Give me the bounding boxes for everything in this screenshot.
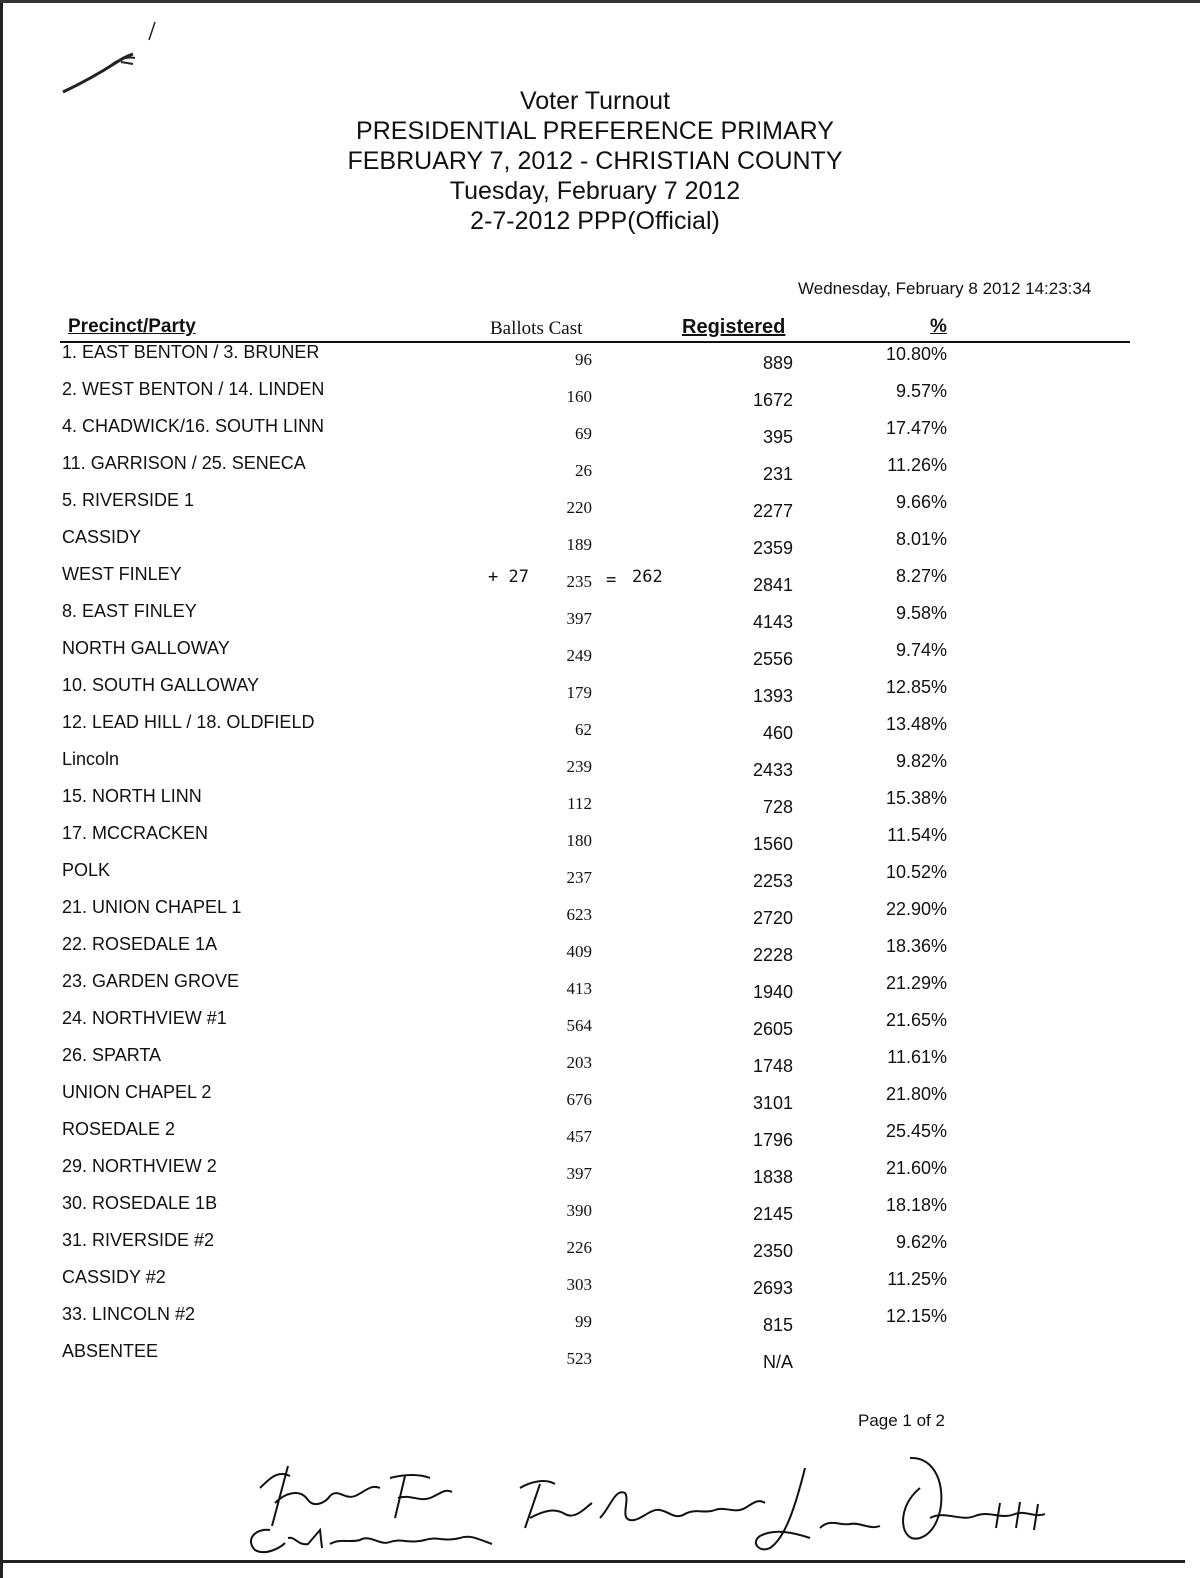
- table-row: [0, 416, 1190, 453]
- precinct-name: 24. NORTHVIEW #1: [62, 1008, 227, 1028]
- page-edge-top: [0, 0, 1200, 3]
- turnout-percent: 18.36%: [885, 936, 947, 956]
- table-row: [0, 379, 1190, 416]
- report-title: Voter Turnout: [519, 87, 671, 115]
- ballots-cast: 180: [566, 831, 592, 850]
- ballots-cast: 623: [566, 905, 592, 924]
- ballots-cast: 203: [566, 1053, 592, 1072]
- registered-count: 2350: [752, 1241, 793, 1261]
- registered-count: 2145: [752, 1204, 793, 1224]
- precinct-name: 17. MCCRACKEN: [62, 823, 209, 843]
- turnout-table: [0, 342, 1190, 1378]
- page-number: Page 1 of 2: [858, 1411, 945, 1430]
- ballots-cast: 303: [566, 1275, 592, 1294]
- precinct-name: Lincoln: [62, 749, 120, 769]
- ballots-cast: 99: [575, 1312, 592, 1331]
- registered-count: 4143: [752, 612, 793, 632]
- registered-count: 815: [762, 1315, 793, 1335]
- registered-count: 1748: [752, 1056, 793, 1076]
- ballots-cast: 96: [575, 350, 592, 369]
- registered-count: 2253: [752, 871, 793, 891]
- ballots-cast: 390: [566, 1201, 592, 1220]
- turnout-percent: 11.26%: [887, 455, 947, 475]
- precinct-name: 15. NORTH LINN: [62, 786, 202, 806]
- turnout-percent: 18.18%: [885, 1195, 947, 1215]
- registered-count: 2556: [752, 649, 793, 669]
- turnout-percent: 21.65%: [885, 1010, 947, 1030]
- ballots-cast: 564: [566, 1016, 592, 1035]
- registered-count: 2693: [752, 1278, 793, 1298]
- table-row: [0, 490, 1190, 527]
- report-timestamp: Wednesday, February 8 2012 14:23:34: [798, 279, 1092, 298]
- election-name: PRESIDENTIAL PREFERENCE PRIMARY: [356, 117, 834, 145]
- table-row: [0, 527, 1190, 564]
- precinct-name: 21. UNION CHAPEL 1: [62, 897, 242, 917]
- registered-count: 3101: [752, 1093, 793, 1113]
- precinct-name: UNION CHAPEL 2: [62, 1082, 212, 1102]
- page-edge-bottom: [0, 1560, 1185, 1563]
- turnout-percent: 15.38%: [885, 788, 947, 808]
- table-row: [0, 749, 1190, 786]
- registered-count: 2433: [752, 760, 793, 780]
- ballots-cast: 413: [566, 979, 592, 998]
- precinct-name: 4. CHADWICK/16. SOUTH LINN: [62, 416, 325, 436]
- report-header: [0, 86, 1190, 236]
- precinct-name: NORTH GALLOWAY: [62, 638, 230, 658]
- turnout-percent: 17.47%: [885, 418, 947, 438]
- precinct-name: 11. GARRISON / 25. SENECA: [62, 453, 306, 473]
- column-header-ballots: Ballots Cast: [490, 318, 583, 339]
- ballots-cast: 160: [566, 387, 592, 406]
- registered-count: N/A: [762, 1352, 793, 1372]
- table-row: [0, 823, 1190, 860]
- table-row: [0, 1341, 1190, 1378]
- precinct-name: 2. WEST BENTON / 14. LINDEN: [62, 379, 325, 399]
- turnout-percent: 21.60%: [885, 1158, 947, 1178]
- registered-count: 1393: [752, 686, 793, 706]
- ballots-cast: 62: [575, 720, 592, 739]
- registered-count: 460: [762, 723, 793, 743]
- handwritten-equals: =: [606, 570, 617, 590]
- column-header-registered: Registered: [682, 316, 786, 338]
- registered-count: 889: [762, 353, 793, 373]
- turnout-percent: 12.85%: [885, 677, 947, 697]
- ballots-cast: 235: [566, 572, 592, 591]
- ballots-cast: 26: [575, 461, 592, 480]
- registered-count: 2605: [752, 1019, 793, 1039]
- registered-count: 1796: [752, 1130, 793, 1150]
- precinct-name: CASSIDY: [62, 527, 142, 547]
- table-row: [0, 1045, 1190, 1082]
- ballots-cast: 179: [566, 683, 592, 702]
- ballots-cast: 676: [566, 1090, 592, 1109]
- table-row: [0, 934, 1190, 971]
- ballots-cast: 523: [566, 1349, 592, 1368]
- precinct-name: 12. LEAD HILL / 18. OLDFIELD: [62, 712, 315, 732]
- turnout-percent: 9.57%: [895, 381, 947, 401]
- turnout-percent: 9.62%: [895, 1232, 947, 1252]
- table-row: [0, 564, 1190, 601]
- precinct-name: 8. EAST FINLEY: [62, 601, 197, 621]
- ballots-cast: 397: [566, 609, 592, 628]
- turnout-percent: 9.58%: [895, 603, 947, 623]
- ballots-cast: 457: [566, 1127, 592, 1146]
- precinct-name: WEST FINLEY: [62, 564, 182, 584]
- table-row: [0, 638, 1190, 675]
- precinct-name: 1. EAST BENTON / 3. BRUNER: [62, 342, 320, 362]
- turnout-percent: 13.48%: [885, 714, 947, 734]
- turnout-percent: 11.54%: [887, 825, 947, 845]
- table-row: [0, 1193, 1190, 1230]
- precinct-name: POLK: [62, 860, 111, 880]
- election-day: Tuesday, February 7 2012: [449, 177, 741, 205]
- registered-count: 1838: [752, 1167, 793, 1187]
- turnout-percent: 8.27%: [895, 566, 947, 586]
- ballots-cast: 237: [566, 868, 592, 887]
- registered-count: 2228: [752, 945, 793, 965]
- table-row: [0, 897, 1190, 934]
- table-row: [0, 860, 1190, 897]
- precinct-name: 10. SOUTH GALLOWAY: [62, 675, 260, 695]
- registered-count: 2277: [752, 501, 793, 521]
- turnout-percent: 21.29%: [885, 973, 947, 993]
- precinct-name: 23. GARDEN GROVE: [62, 971, 240, 991]
- column-header-percent: %: [930, 316, 947, 337]
- precinct-name: ABSENTEE: [62, 1341, 159, 1361]
- precinct-name: ROSEDALE 2: [62, 1119, 176, 1139]
- ballots-cast: 397: [566, 1164, 592, 1183]
- turnout-percent: 25.45%: [885, 1121, 947, 1141]
- table-row: [0, 1304, 1190, 1341]
- ballots-cast: 220: [566, 498, 592, 517]
- table-row: [0, 1008, 1190, 1045]
- ballots-cast: 69: [575, 424, 592, 443]
- registered-count: 1940: [752, 982, 793, 1002]
- registered-count: 231: [762, 464, 793, 484]
- turnout-percent: 10.52%: [885, 862, 947, 882]
- table-row: [0, 712, 1190, 749]
- turnout-percent: 11.25%: [887, 1269, 947, 1289]
- ballots-cast: 409: [566, 942, 592, 961]
- turnout-percent: 10.80%: [885, 344, 947, 364]
- turnout-percent: 8.01%: [895, 529, 947, 549]
- precinct-name: 31. RIVERSIDE #2: [62, 1230, 215, 1250]
- registered-count: 2841: [752, 575, 793, 595]
- registered-count: 395: [762, 427, 793, 447]
- precinct-name: 22. ROSEDALE 1A: [62, 934, 218, 954]
- handwritten-total: 262: [632, 567, 663, 587]
- column-header-precinct: Precinct/Party: [68, 316, 196, 337]
- registered-count: 728: [762, 797, 793, 817]
- ballots-cast: 239: [566, 757, 592, 776]
- table-row: [0, 1230, 1190, 1267]
- registered-count: 1560: [752, 834, 793, 854]
- signatures-icon: [230, 1448, 1060, 1560]
- precinct-name: 33. LINCOLN #2: [62, 1304, 196, 1324]
- ballots-cast: 189: [566, 535, 592, 554]
- table-row: [0, 453, 1190, 490]
- turnout-percent: 9.82%: [895, 751, 947, 771]
- turnout-percent: 22.90%: [885, 899, 947, 919]
- table-row: [0, 786, 1190, 823]
- precinct-name: 5. RIVERSIDE 1: [62, 490, 195, 510]
- table-row: [0, 675, 1190, 712]
- table-row: [0, 1156, 1190, 1193]
- election-date-county: FEBRUARY 7, 2012 - CHRISTIAN COUNTY: [347, 147, 843, 175]
- precinct-name: 30. ROSEDALE 1B: [62, 1193, 218, 1213]
- registered-count: 1672: [752, 390, 793, 410]
- turnout-percent: 11.61%: [887, 1047, 947, 1067]
- turnout-percent: 9.66%: [895, 492, 947, 512]
- election-code: 2-7-2012 PPP(Official): [470, 207, 720, 235]
- registered-count: 2720: [752, 908, 793, 928]
- table-row: [0, 971, 1190, 1008]
- registered-count: 2359: [752, 538, 793, 558]
- precinct-name: 26. SPARTA: [62, 1045, 162, 1065]
- table-row: [0, 1082, 1190, 1119]
- ballots-cast: 249: [566, 646, 592, 665]
- precinct-name: CASSIDY #2: [62, 1267, 166, 1287]
- turnout-percent: 21.80%: [885, 1084, 947, 1104]
- turnout-percent: 9.74%: [895, 640, 947, 660]
- handwritten-addition: + 27: [488, 567, 529, 587]
- ballots-cast: 226: [566, 1238, 592, 1257]
- table-row: [0, 1119, 1190, 1156]
- turnout-percent: 12.15%: [885, 1306, 947, 1326]
- table-row: [0, 342, 1190, 379]
- table-row: [0, 1267, 1190, 1304]
- ballots-cast: 112: [567, 794, 592, 813]
- table-row: [0, 601, 1190, 638]
- precinct-name: 29. NORTHVIEW 2: [62, 1156, 217, 1176]
